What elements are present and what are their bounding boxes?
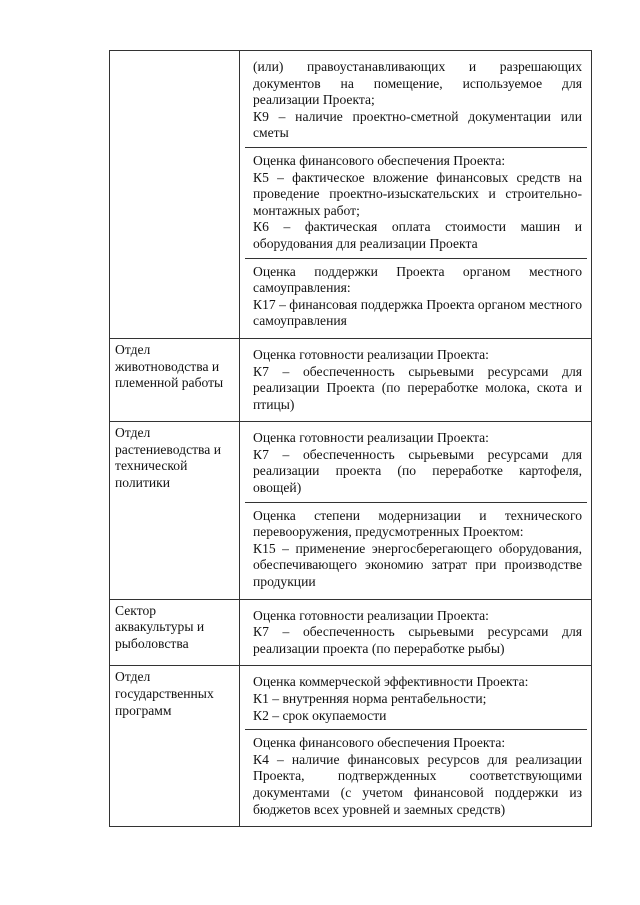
criteria-cell [240, 338, 592, 421]
criteria-line: К9 – наличие проектно-сметной документации или сметы [253, 108, 582, 141]
table-row [110, 599, 592, 666]
department-cell: Отдел растениеводства и технической политики [110, 422, 240, 599]
criteria-heading: Оценка финансового обеспечения Проекта: [253, 735, 506, 751]
department-cell [110, 51, 240, 339]
criteria-cell [240, 666, 592, 827]
table-row [110, 422, 592, 599]
criteria-heading: Оценка готовности реализации Проекта: [253, 346, 489, 362]
criteria-line: К6 – фактическая оплата стоимости машин и оборудования для реализации Проекта [253, 219, 582, 251]
criteria-block [245, 425, 587, 502]
criteria-heading: Оценка поддержки Проекта органом местного самоуправления: [253, 263, 582, 296]
criteria-heading: Оценка готовности реализации Проекта: [253, 430, 489, 446]
criteria-block [245, 342, 587, 418]
criteria-block [245, 148, 587, 259]
criteria-heading: Оценка коммерческой эффективности Проекта: [253, 674, 529, 690]
criteria-block [245, 54, 587, 148]
criteria-cell [240, 51, 592, 339]
criteria-line: К5 – фактическое вложение финансовых средств на проведение проектно-изыскательских и строительно-монтажных работ; [253, 169, 582, 218]
criteria-line: К7 – обеспеченность сырьевыми ресурсами для реализации Проекта (по переработке молока, скота и птицы) [253, 363, 582, 412]
criteria-block [245, 730, 587, 823]
criteria-line: К1 – внутренняя норма рентабельности; [253, 691, 487, 706]
criteria-block [245, 259, 587, 335]
department-cell: Сектор аквакультуры и рыболовства [110, 599, 240, 666]
criteria-heading: (или) правоустанавливающих и разрешающих документов на помещение, используемое для реализации Проекта; [253, 59, 582, 108]
table-row [110, 51, 592, 339]
criteria-table [109, 50, 592, 827]
criteria-block [245, 603, 587, 663]
criteria-cell [240, 599, 592, 666]
criteria-line: К15 – применение энергосберегающего оборудования, обеспечивающего экономию затрат при производстве продукции [253, 540, 582, 590]
table-row [110, 666, 592, 827]
department-cell: Отдел государственных программ [110, 666, 240, 827]
criteria-line: К17 – финансовая поддержка Проекта органом местного самоуправления [253, 296, 582, 329]
criteria-block [245, 669, 587, 730]
criteria-line: К2 – срок окупаемости [253, 707, 387, 723]
criteria-heading: Оценка финансового обеспечения Проекта: [253, 152, 506, 168]
criteria-cell [240, 422, 592, 599]
criteria-block [245, 503, 587, 596]
department-cell: Отдел животноводства и племенной работы [110, 338, 240, 421]
criteria-heading: Оценка степени модернизации и технического перевооружения, предусмотренных Проектом: [253, 507, 582, 540]
table-row [110, 338, 592, 421]
criteria-line: К7 – обеспеченность сырьевыми ресурсами для реализации проекта (по переработке картофеля, овощей) [253, 446, 582, 496]
criteria-heading: Оценка готовности реализации Проекта: [253, 607, 489, 623]
criteria-line: К7 – обеспеченность сырьевыми ресурсами для реализации проекта (по переработке рыбы) [253, 624, 582, 656]
criteria-table-body [110, 51, 592, 827]
criteria-line: К4 – наличие финансовых ресурсов для реализации Проекта, подтвержденных соответствующими документами (с учетом финансовой поддержки из бюджетов всех уровней и заемных средств) [253, 751, 582, 817]
